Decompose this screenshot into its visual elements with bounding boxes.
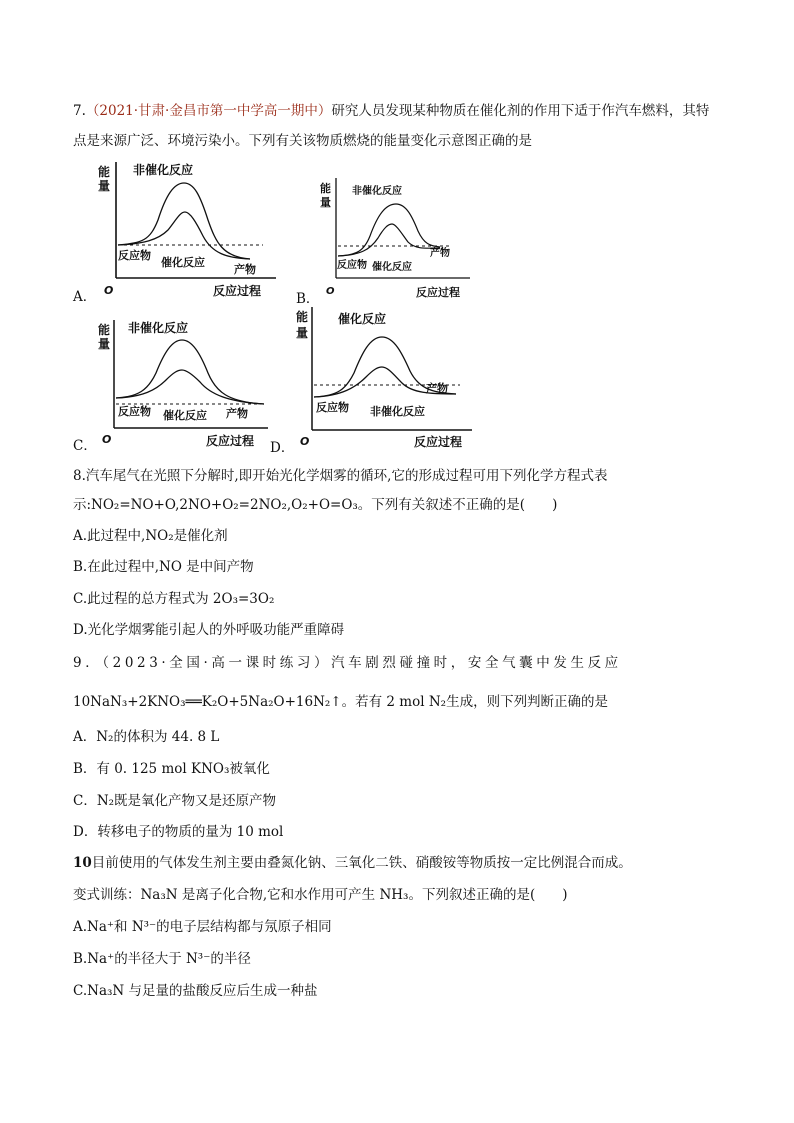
y-label-2: 量 — [320, 196, 331, 209]
energy-diagram-c — [88, 318, 273, 448]
reactant-label: 反应物 — [118, 405, 151, 418]
x-axis-label: 反应过程 — [414, 435, 463, 449]
y-label-1: 能 — [296, 310, 309, 324]
y-label-2: 量 — [98, 179, 111, 193]
q8-line2: 示:NO₂=NO+O,2NO+O₂=2NO₂,O₂+O=O₃。下列有关叙述不正确的是( ) — [73, 497, 558, 513]
q9-line2: 10NaN₃+2KNO₃══K₂O+5Na₂O+16N₂↑。若有 2 mol N₂生成，则下列判断正确的是 — [73, 694, 609, 710]
q10-number: 10 — [73, 855, 92, 871]
uncatalyzed-curve — [118, 183, 250, 259]
q9-line1: 9．（2023·全国·高一课时练习）汽车剧烈碰撞时，安全气囊中发生反应 — [73, 655, 622, 671]
y-label-1: 能 — [320, 182, 331, 195]
q10-line1 — [73, 855, 632, 871]
q7-option-a-label: A． — [73, 289, 97, 305]
x-axis-label: 反应过程 — [416, 286, 460, 299]
q9-option-d: D．转移电子的物质的量为 10 mol — [73, 824, 284, 840]
q10-option-b: B.Na⁺的半径大于 N³⁻的半径 — [73, 951, 251, 967]
high-curve-label: 非催化反应 — [352, 186, 402, 197]
reactant-label: 反应物 — [337, 260, 367, 271]
q8-option-d: D.光化学烟雾能引起人的外呼吸功能严重障碍 — [73, 622, 345, 638]
high-curve-label: 非催化反应 — [133, 163, 194, 177]
q7-stem-line1: 研究人员发现某种物质在催化剂的作用下适于作汽车燃料，其特 — [331, 103, 710, 119]
q7-option-d-label: D． — [270, 440, 295, 456]
reactant-label: 反应物 — [316, 401, 349, 414]
q9-option-b: B．有 0. 125 mol KNO₃被氧化 — [73, 761, 270, 777]
y-label-2: 量 — [296, 326, 309, 340]
energy-diagram-a — [88, 160, 278, 300]
q7-option-b-label: B． — [296, 291, 320, 307]
energy-diagram-d — [290, 305, 475, 450]
origin-label: O — [102, 433, 112, 446]
q10-line1-text: 目前使用的气体发生剂主要由叠氮化钠、三氧化二铁、硝酸铵等物质按一定比例混合而成。 — [91, 855, 632, 871]
x-axis-label: 反应过程 — [213, 284, 262, 298]
q7-stem-line2: 点是来源广泛、环境污染小。下列有关该物质燃烧的能量变化示意图正确的是 — [73, 133, 532, 149]
energy-diagram-b — [312, 176, 472, 300]
catalyzed-curve — [338, 224, 440, 256]
product-label: 产物 — [430, 248, 450, 259]
origin-label: O — [326, 286, 335, 297]
origin-label: O — [104, 284, 114, 297]
product-label: 产物 — [426, 382, 448, 395]
low-curve-label: 催化反应 — [372, 262, 412, 273]
low-curve-label: 催化反应 — [163, 409, 207, 422]
q8-option-b: B.在此过程中,NO 是中间产物 — [73, 559, 254, 575]
q7-line1 — [73, 103, 709, 119]
q8-option-c: C.此过程的总方程式为 2O₃=3O₂ — [73, 591, 275, 607]
reactant-label: 反应物 — [118, 249, 151, 262]
uncatalyzed-curve — [116, 340, 264, 404]
y-label-2: 量 — [98, 337, 111, 351]
q10-option-c: C.Na₃N 与足量的盐酸反应后生成一种盐 — [73, 983, 318, 999]
q9-option-c: C．N₂既是氧化产物又是还原产物 — [73, 793, 277, 809]
q10-option-a: A.Na⁺和 N³⁻的电子层结构都与氖原子相同 — [73, 919, 332, 935]
q9-option-a: A．N₂的体积为 44. 8 L — [73, 729, 220, 745]
q8-line1: 8.汽车尾气在光照下分解时,即开始光化学烟雾的循环,它的形成过程可用下列化学方程式表 — [73, 468, 608, 484]
q7-option-c-label: C． — [73, 438, 97, 454]
q7-source: （2021·甘肃·金昌市第一中学高一期中） — [85, 103, 332, 119]
q7-number: 7. — [73, 103, 86, 119]
product-label: 产物 — [234, 263, 256, 276]
x-axis-label: 反应过程 — [206, 434, 255, 448]
y-label-1: 能 — [98, 323, 111, 337]
low-curve-label: 非催化反应 — [370, 405, 425, 418]
low-curve-label: 催化反应 — [161, 256, 205, 269]
q10-line2: 变式训练：Na₃N 是离子化合物,它和水作用可产生 NH₃。下列叙述正确的是( ) — [73, 887, 568, 903]
origin-label: O — [300, 435, 310, 448]
y-label-1: 能 — [98, 165, 111, 179]
high-curve-label: 催化反应 — [338, 312, 387, 326]
q8-option-a: A.此过程中,NO₂是催化剂 — [73, 528, 228, 544]
product-label: 产物 — [226, 407, 248, 420]
catalyzed-curve — [116, 370, 264, 404]
high-curve-label: 非催化反应 — [128, 321, 189, 335]
